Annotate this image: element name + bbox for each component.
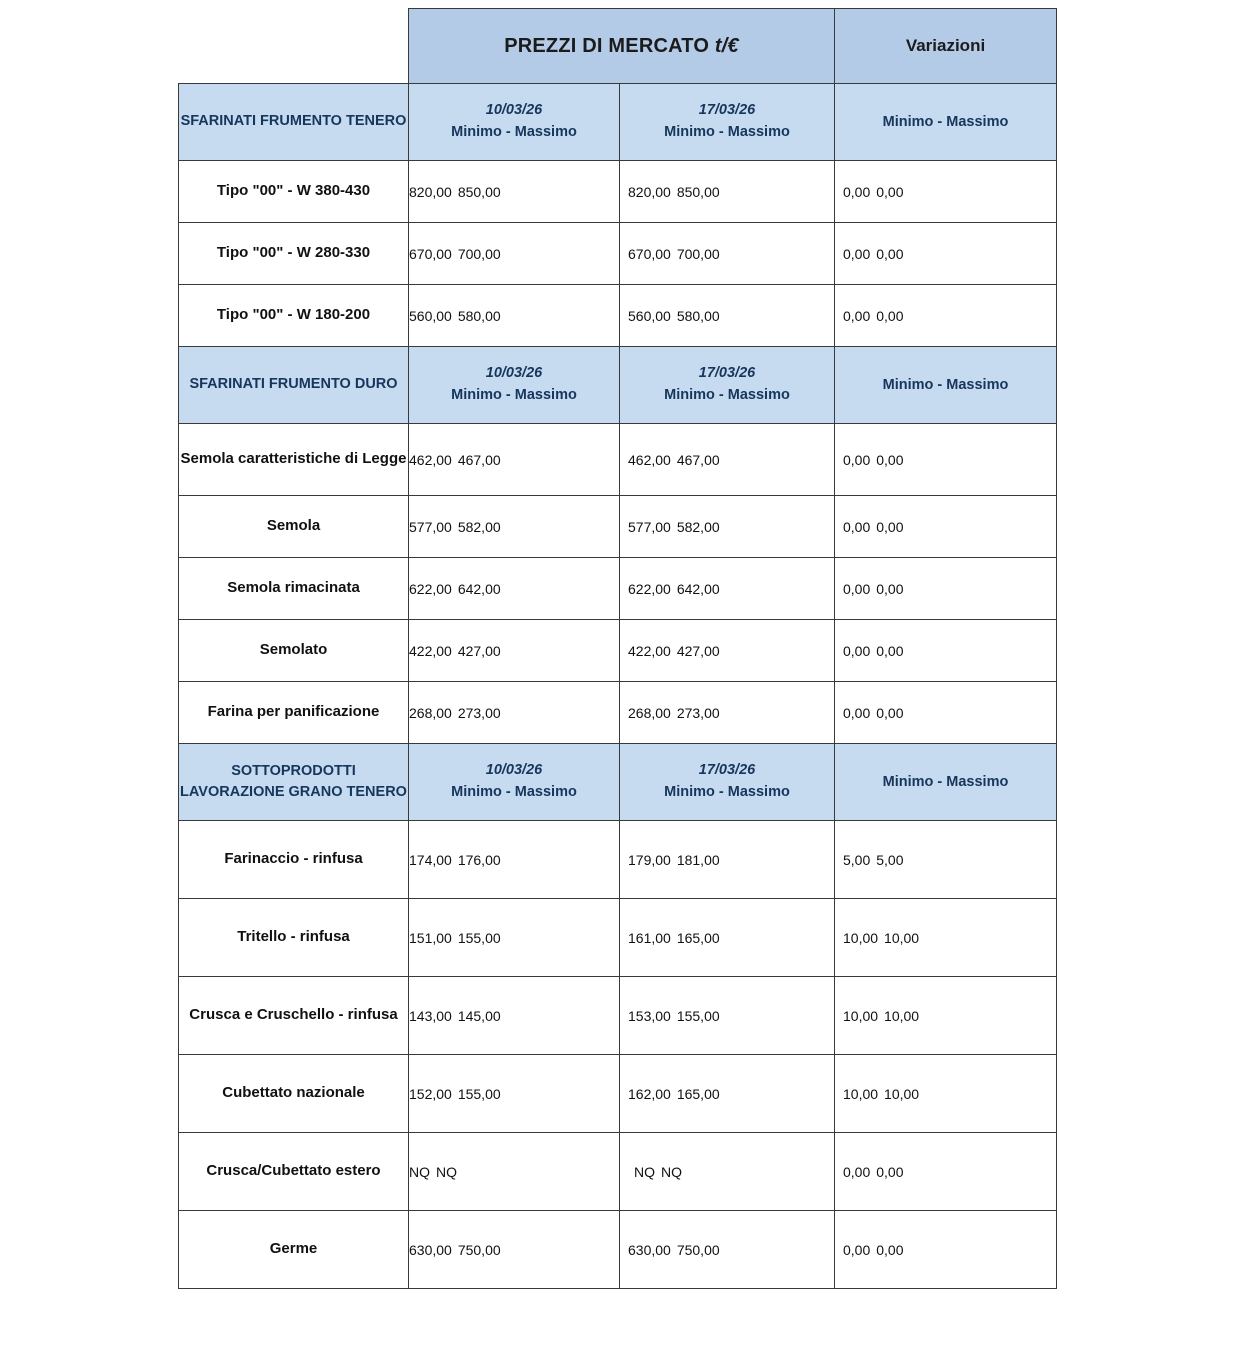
prev-date-label: 10/03/26: [485, 762, 543, 779]
table-row: [179, 1211, 1057, 1289]
row-label: Semola caratteristiche di Legge: [179, 424, 409, 496]
row-var-value: 0,00 0,00: [835, 161, 1057, 223]
section-1-curr-header: [620, 347, 835, 424]
banner-variations: Variazioni: [835, 9, 1057, 84]
row-var-value: 10,00 10,00: [835, 1055, 1057, 1133]
row-label: Farina per panificazione: [179, 682, 409, 744]
row-var-value: 10,00 10,00: [835, 977, 1057, 1055]
section-title-sottoprodotti-lavorazione-grano-tenero: SOTTOPRODOTTI LAVORAZIONE GRANO TENERO: [179, 744, 409, 821]
table-row: [179, 424, 1057, 496]
curr-minmax-label: Minimo - Massimo: [664, 784, 790, 800]
section-0-prev-header: [409, 84, 620, 161]
table-row: [179, 682, 1057, 744]
table-row: [179, 496, 1057, 558]
section-0-var-header: Minimo - Massimo: [835, 84, 1057, 161]
row-label: Tipo "00" - W 280-330: [179, 223, 409, 285]
row-curr-value: 462,00 467,00: [620, 424, 835, 496]
section-2-var-header: Minimo - Massimo: [835, 744, 1057, 821]
row-label: Semola: [179, 496, 409, 558]
row-label: Cubettato nazionale: [179, 1055, 409, 1133]
row-curr-value: 153,00 155,00: [620, 977, 835, 1055]
section-title-sfarinati-frumento-tenero: SFARINATI FRUMENTO TENERO: [179, 84, 409, 161]
section-0-curr-header: [620, 84, 835, 161]
row-curr-value: 622,00 642,00: [620, 558, 835, 620]
table-row: [179, 223, 1057, 285]
row-var-value: 5,00 5,00: [835, 821, 1057, 899]
row-var-value: 0,00 0,00: [835, 682, 1057, 744]
row-label: Semolato: [179, 620, 409, 682]
curr-date-label: 17/03/26: [698, 365, 756, 382]
row-var-value: 0,00 0,00: [835, 1211, 1057, 1289]
table-row: [179, 558, 1057, 620]
row-label: Crusca e Cruschello - rinfusa: [179, 977, 409, 1055]
row-prev-value: 174,00 176,00: [409, 821, 620, 899]
row-var-value: 0,00 0,00: [835, 558, 1057, 620]
prev-date-label: 10/03/26: [485, 102, 543, 119]
curr-minmax-label: Minimo - Massimo: [664, 124, 790, 140]
section-title-sfarinati-frumento-duro: SFARINATI FRUMENTO DURO: [179, 347, 409, 424]
row-curr-value: 268,00 273,00: [620, 682, 835, 744]
row-prev-value: 820,00 850,00: [409, 161, 620, 223]
row-prev-value: 577,00 582,00: [409, 496, 620, 558]
row-curr-value: 820,00 850,00: [620, 161, 835, 223]
section-header-row: [179, 744, 1057, 821]
row-curr-value: NQ NQ: [620, 1133, 835, 1211]
row-curr-value: 179,00 181,00: [620, 821, 835, 899]
row-var-value: 10,00 10,00: [835, 899, 1057, 977]
row-var-value: 0,00 0,00: [835, 620, 1057, 682]
row-curr-value: 560,00 580,00: [620, 285, 835, 347]
section-1-prev-header: [409, 347, 620, 424]
row-prev-value: 151,00 155,00: [409, 899, 620, 977]
row-label: Tritello - rinfusa: [179, 899, 409, 977]
row-label: Farinaccio - rinfusa: [179, 821, 409, 899]
row-curr-value: 422,00 427,00: [620, 620, 835, 682]
row-curr-value: 162,00 165,00: [620, 1055, 835, 1133]
banner-title-text: PREZZI DI MERCATO: [504, 34, 710, 57]
row-curr-value: 577,00 582,00: [620, 496, 835, 558]
row-var-value: 0,00 0,00: [835, 223, 1057, 285]
curr-date-label: 17/03/26: [698, 102, 756, 119]
table-row: [179, 285, 1057, 347]
table-row: [179, 821, 1057, 899]
banner-title: [409, 9, 835, 84]
prev-minmax-label: Minimo - Massimo: [451, 124, 577, 140]
row-label: Germe: [179, 1211, 409, 1289]
row-prev-value: NQ NQ: [409, 1133, 620, 1211]
row-prev-value: 422,00 427,00: [409, 620, 620, 682]
row-label: Tipo "00" - W 180-200: [179, 285, 409, 347]
row-prev-value: 560,00 580,00: [409, 285, 620, 347]
table-row: [179, 977, 1057, 1055]
table-row: [179, 899, 1057, 977]
section-2-prev-header: [409, 744, 620, 821]
row-prev-value: 670,00 700,00: [409, 223, 620, 285]
prev-minmax-label: Minimo - Massimo: [451, 387, 577, 403]
row-label: Tipo "00" - W 380-430: [179, 161, 409, 223]
table-row: [179, 1055, 1057, 1133]
row-var-value: 0,00 0,00: [835, 1133, 1057, 1211]
table-banner-row: [179, 9, 1057, 84]
row-prev-value: 462,00 467,00: [409, 424, 620, 496]
prev-date-label: 10/03/26: [485, 365, 543, 382]
row-var-value: 0,00 0,00: [835, 285, 1057, 347]
row-curr-value: 161,00 165,00: [620, 899, 835, 977]
row-label: Semola rimacinata: [179, 558, 409, 620]
row-prev-value: 630,00 750,00: [409, 1211, 620, 1289]
row-label: Crusca/Cubettato estero: [179, 1133, 409, 1211]
table-row: [179, 620, 1057, 682]
row-prev-value: 152,00 155,00: [409, 1055, 620, 1133]
row-curr-value: 670,00 700,00: [620, 223, 835, 285]
row-curr-value: 630,00 750,00: [620, 1211, 835, 1289]
row-prev-value: 143,00 145,00: [409, 977, 620, 1055]
market-prices-table: [178, 8, 1057, 1289]
section-header-row: [179, 347, 1057, 424]
row-prev-value: 622,00 642,00: [409, 558, 620, 620]
prev-minmax-label: Minimo - Massimo: [451, 784, 577, 800]
banner-empty-cell: [179, 9, 409, 84]
section-1-var-header: Minimo - Massimo: [835, 347, 1057, 424]
banner-unit-text: t/€: [714, 34, 739, 57]
table-row: [179, 161, 1057, 223]
section-2-curr-header: [620, 744, 835, 821]
table-row: [179, 1133, 1057, 1211]
curr-minmax-label: Minimo - Massimo: [664, 387, 790, 403]
row-prev-value: 268,00 273,00: [409, 682, 620, 744]
section-header-row: [179, 84, 1057, 161]
curr-date-label: 17/03/26: [698, 762, 756, 779]
row-var-value: 0,00 0,00: [835, 424, 1057, 496]
row-var-value: 0,00 0,00: [835, 496, 1057, 558]
